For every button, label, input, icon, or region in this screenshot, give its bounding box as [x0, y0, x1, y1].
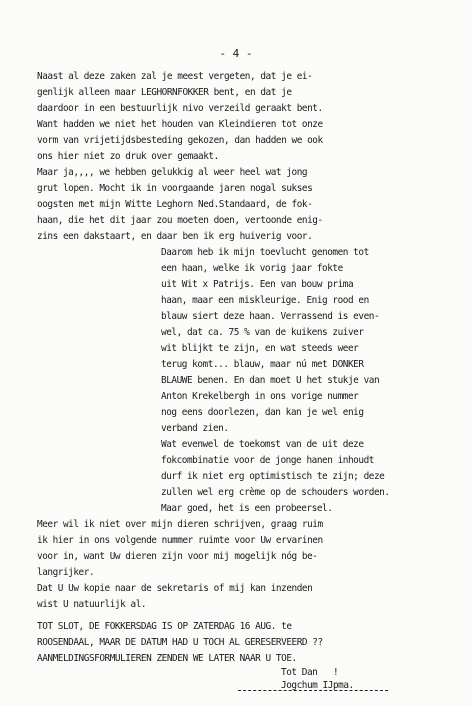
- text-line: wit blijkt te zijn, en wat steeds weer: [161, 343, 359, 354]
- closing-line: ROOSENDAAL, MAAR DE DATUM HAD U TOCH AL GERESERVEERD ??: [37, 637, 323, 648]
- text-line: Daarom heb ik mijn toevlucht genomen tot: [161, 247, 369, 258]
- text-line: langrijker.: [37, 567, 95, 578]
- text-line: Want hadden we niet het houden van Kleindieren tot onze: [37, 119, 323, 130]
- text-line: fokcombinatie voor de jonge hanen inhoudt: [161, 455, 374, 466]
- closing-line: AANMELDINGSFORMULIEREN ZENDEN WE LATER NAAR U TOE.: [37, 653, 297, 664]
- text-line: haan, maar een miskleurige. Enig rood en: [161, 295, 369, 306]
- text-line: daardoor in een bestuurlijk nivo verzeild geraakt bent.: [37, 103, 323, 114]
- text-line: blauw siert deze haan. Verrassend is even-: [161, 311, 380, 322]
- text-line: zins een dakstaart, en daar ben ik erg huiverig voor.: [37, 231, 313, 242]
- text-line: Maar ja,,,, we hebben gelukkig al weer heel wat jong: [37, 167, 308, 178]
- text-line: voor in, want Uw dieren zijn voor mij mogelijk nóg be-: [37, 551, 318, 562]
- text-line: ons hier niet zo druk over gemaakt.: [37, 151, 219, 162]
- text-line: durf ik niet erg optimistisch te zijn; deze: [161, 471, 385, 482]
- text-line: vorm van vrijetijdsbesteding gekozen, dan hadden we ook: [37, 135, 323, 146]
- text-line: wist U natuurlijk al.: [37, 599, 147, 610]
- text-line: terug komt... blauw, maar nú met DONKER: [161, 359, 364, 370]
- text-line: ik hier in ons volgende nummer ruimte voor Uw ervarinen: [37, 535, 323, 546]
- text-line: genlijk alleen maar LEGHORNFOKKER bent, en dat je: [37, 87, 292, 98]
- text-line: nog eens doorlezen, dan kan je wel enig: [161, 407, 364, 418]
- text-line: uit Wit x Patrijs. Een van bouw prima: [161, 279, 354, 290]
- text-line: een haan, welke ik vorig jaar fokte: [161, 263, 343, 274]
- footer-rule: [238, 690, 388, 691]
- text-line: Dat U Uw kopie naar de sekretaris of mij kan inzenden: [37, 583, 313, 594]
- text-line: Wat evenwel de toekomst van de uit deze: [161, 439, 364, 450]
- text-line: Meer wil ik niet over mijn dieren schrijven, graag ruim: [37, 519, 323, 530]
- text-line: BLAUWE benen. En dan moet U het stukje van: [161, 375, 380, 386]
- text-line: oogsten met mijn Witte Leghorn Ned.Standaard, de fok-: [37, 199, 313, 210]
- page-number: - 4 -: [219, 47, 253, 60]
- closing-line: TOT SLOT, DE FOKKERSDAG IS OP ZATERDAG 16 AUG. te: [37, 621, 292, 632]
- text-line: verband zien.: [161, 423, 229, 434]
- text-line: wel, dat ca. 75 % van de kuikens zuiver: [161, 327, 364, 338]
- text-line: zullen wel erg crème op de schouders worden.: [161, 487, 390, 498]
- signoff-greeting: Tot Dan !: [281, 667, 339, 678]
- signoff-name: Jogchum IJpma.: [281, 680, 354, 691]
- text-line: Naast al deze zaken zal je meest vergeten, dat je ei-: [37, 71, 313, 82]
- text-line: haan, die het dit jaar zou moeten doen, vertoonde enig-: [37, 215, 323, 226]
- text-line: grut lopen. Mocht ik in voorgaande jaren nogal sukses: [37, 183, 313, 194]
- text-line: Maar goed, het is een probeersel.: [161, 503, 333, 514]
- text-line: Anton Krekelbergh in ons vorige nummer: [161, 391, 359, 402]
